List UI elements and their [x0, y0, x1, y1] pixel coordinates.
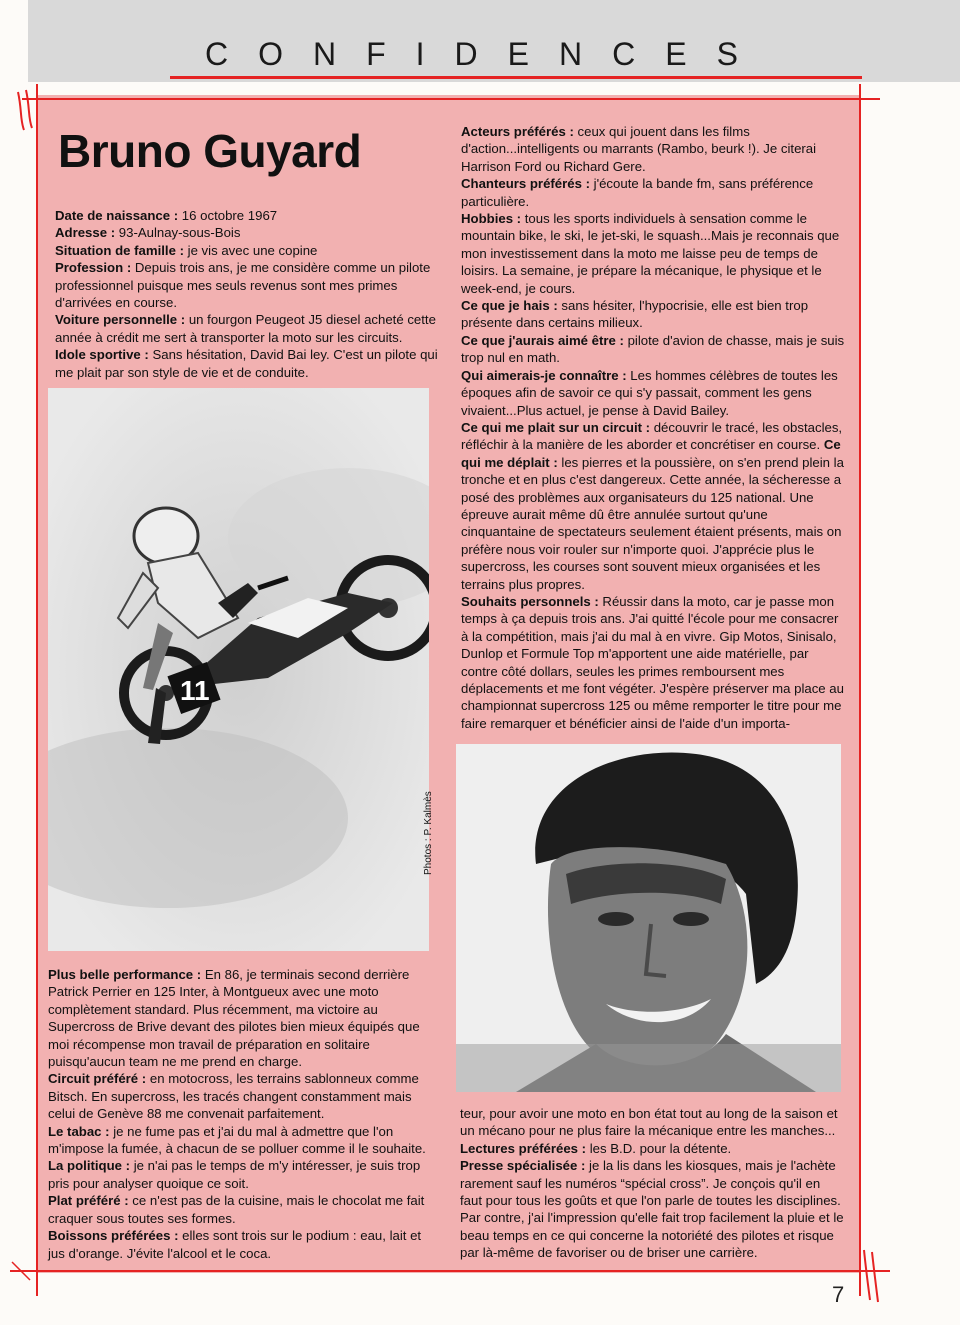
list-item: Plat préféré : ce n'est pas de la cuisine, mais le chocolat me fait craquer sous toutes ses formes.: [48, 1193, 425, 1226]
article-title: Bruno Guyard: [58, 125, 362, 177]
list-item: Idole sportive : Sans hésitation, David Bai ley. C'est un pilote qui me plait par son style de vie et de conduite.: [55, 347, 438, 380]
list-item: Voiture personnelle : un fourgon Peugeot J5 diesel acheté cette année à crédit me sert à transporter la moto sur les circuits.: [55, 312, 436, 345]
list-item: Ce qui me plait sur un circuit : découvrir le tracé, les obstacles, réfléchir à la manière de les aborder et concrétiser en course. Ce qui me déplait : les pierres et la poussière, on s'en prend plein la tronche et en plus c'est dangereux. Cette année, la sécheresse a posé des problèmes aux organisateurs du 125 national. Une épreuve aurait même dû être annulée surtout qu'une cinquantaine de spectateurs seulement étaient présents, mais on préfère nous voir rouler sur n'importe quoi. J'apprécie plus le supercross, les courses sont souvent mieux organisées et les terrains plus propres.: [461, 419, 844, 592]
list-item: Adresse : 93-Aulnay-sous-Bois: [55, 225, 241, 241]
list-item: Circuit préféré : en motocross, les terrains sablonneux comme Bitsch. En supercross, les tracés changent constamment mais celui de Genève 88 me convenait parfaitement.: [48, 1071, 419, 1122]
list-item: Chanteurs préférés : j'écoute la bande fm, sans préférence particulière.: [461, 176, 814, 209]
bike-number: 11: [180, 675, 210, 706]
list-item: Plus belle performance : En 86, je terminais second derrière Patrick Perrier en 125 Inter, à Montgueux avec une moto complètement standard. Plus récemment, ma victoire au Supercross de Brive devant des pilotes bien mieux équipés que moi récompense mon travail de préparation en solitaire puisqu'aucun team ne me prend en charge.: [48, 967, 420, 1070]
page-number: 7: [832, 1282, 845, 1307]
list-item: Date de naissance : 16 octobre 1967: [55, 208, 278, 223]
left-column-top: [55, 207, 440, 381]
list-item: Boissons préférées : elles sont trois sur le podium : eau, lait et jus d'orange. J'évite l'alcool et le coca.: [48, 1228, 422, 1261]
list-item: Souhaits personnels : Réussir dans la moto, car je passe mon temps à ça depuis trois ans. J'ai quitté l'école pour me consacrer à la compétition, mais j'ai du mal à en vivre. Gip Motos, Sinisalo, Dunlop et Formule Top m'apportent une aide matérielle, par contre côté dollars, seules les primes remboursent mes déplacements et me font végéter. J'espère préserver ma place au championnat supercross 125 ou même remporter le titre pour me faire remarquer et bénéficier ainsi de l'aide d'un importa-: [461, 593, 844, 731]
motocross-photo: [48, 388, 429, 951]
list-item: Presse spécialisée : je la lis dans les kiosques, mais je l'achète rarement sauf les numéros “spécial cross”. Je conçois qu'il en faut pour tous les goûts et que l'on parle de toutes les disciplines. Par contre, j'ai l'impression qu'elle fait trop facilement la pluie et le beau temps en ce qui concerne la notoriété des pilotes et risque par là-même de favoriser ou de briser une carrière.: [460, 1158, 844, 1261]
list-item: Situation de famille : je vis avec une copine: [55, 242, 318, 258]
continuation-text: teur, pour avoir une moto en bon état tout au long de la saison et un mécano pour ne plus faire la mécanique entre les manches...: [460, 1106, 838, 1139]
list-item: Profession : Depuis trois ans, je me considère comme un pilote professionnel puisque mes seuls revenus sont mes primes d'arrivées en course.: [55, 260, 431, 311]
right-column-bottom: [460, 1105, 845, 1262]
list-item: Le tabac : je ne fume pas et j'ai du mal à admettre que l'on m'impose la fumée, à chacun de se polluer comme il le souhaite.: [48, 1123, 426, 1157]
right-column-top: [461, 123, 846, 732]
list-item: Ce que j'aurais aimé être : pilote d'avion de chasse, mais je suis trop nul en math.: [461, 332, 845, 366]
portrait-photo: [456, 744, 841, 1092]
photo-credit: Photos : P. Kalmès: [423, 791, 434, 875]
list-item: Ce que je hais : sans hésiter, l'hypocrisie, elle est bien trop présente dans certains milieux.: [461, 298, 809, 331]
list-item: Hobbies : tous les sports individuels à sensation comme le mountain bike, le ski, le jet-ski, le squash...Mais je reconnais que mon investissement dans la moto me laisse peu de temps de loisirs. La semaine, je prépare la mécanique, le physique et le week-end, je cours.: [461, 211, 840, 296]
section-title: CONFIDENCES: [205, 36, 768, 72]
list-item: Qui aimerais-je connaître : Les hommes célèbres de toutes les époques afin de savoir ce qui s'y passait, comment les gens vivaient...Plus actuel, je pense à David Bailey.: [461, 367, 838, 418]
left-column-bottom: [48, 966, 433, 1262]
list-item: La politique : je n'ai pas le temps de m'y intéresser, je suis trop pris pour analyser quoique ce soit.: [48, 1158, 421, 1191]
list-item: Acteurs préférés : ceux qui jouent dans les films d'action...intelligents ou marrants (Rambo, beurk !). Je citerai Harrison Ford ou Richard Gere.: [461, 124, 817, 174]
list-item: Lectures préférées : les B.D. pour la détente.: [460, 1140, 732, 1156]
